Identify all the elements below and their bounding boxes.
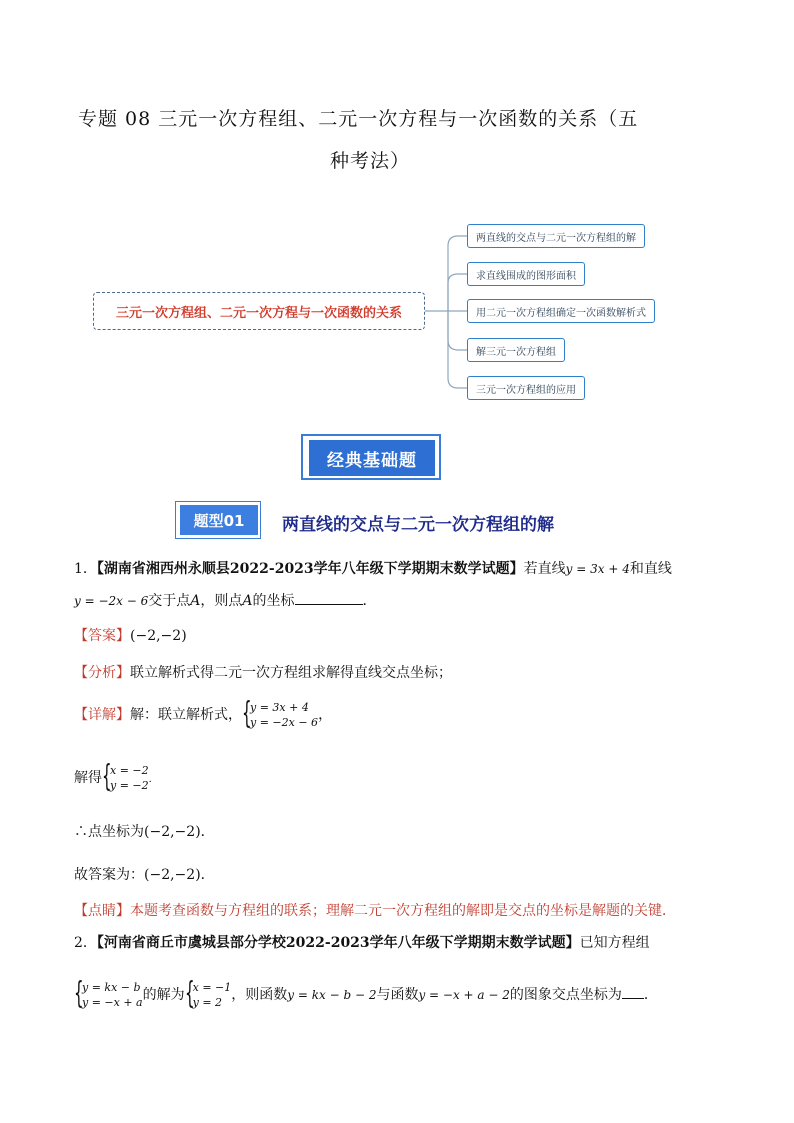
analysis-text: 联立解析式得二元一次方程组求解得直线交点坐标； (130, 665, 452, 681)
brace-icon: { (184, 976, 195, 1011)
q1-point: A (242, 593, 253, 609)
q1-solution (74, 759, 159, 794)
q2-text: 的图象交点坐标为 (509, 987, 622, 1003)
type-badge: 题型01 (180, 505, 258, 535)
q1-equation-2: y = −2x − 6 (74, 594, 149, 608)
q1-equation-1: y = 3x + 4 (565, 562, 630, 576)
q2-line2 (74, 976, 658, 1011)
brace-icon: { (102, 759, 112, 794)
q1-text: ． (200, 867, 215, 883)
analysis-tag: 【分析】 (74, 665, 130, 681)
brace-icon: { (242, 696, 252, 731)
page-title-line2: 种考法） (330, 150, 411, 172)
mindmap-center-node: 三元一次方程组、二元一次方程与一次函数的关系 (93, 292, 425, 330)
q1-text: 和直线 (629, 561, 672, 577)
answer-value: (−2,−2) (130, 628, 187, 644)
q1-equation-system (242, 696, 319, 731)
mindmap-branch-1: 两直线的交点与二元一次方程组的解 (467, 224, 645, 248)
detail-tag: 【详解】 (74, 707, 130, 723)
section-banner: 经典基础题 (309, 440, 435, 476)
page-title-line1: 专题 08 三元一次方程组、二元一次方程与一次函数的关系（五 (78, 108, 639, 130)
q1-answer (74, 627, 187, 645)
q1-line1 (74, 560, 672, 578)
q1-text: ． (148, 774, 159, 785)
q1-analysis (74, 664, 452, 682)
q1-text: ， (318, 707, 333, 723)
q1-text: ． (200, 824, 215, 840)
q1-text: ，则点 (200, 593, 243, 609)
q1-text: 若直线 (523, 561, 566, 577)
q1-line2 (74, 592, 377, 610)
q1-therefore (74, 823, 215, 841)
q2-solution-system (184, 976, 232, 1011)
type-title: 两直线的交点与二元一次方程组的解 (282, 515, 554, 535)
q1-text: 的坐标 (252, 593, 295, 609)
detail-text: 解：联立解析式， (130, 707, 242, 723)
q2-number: 2． (74, 935, 97, 951)
answer-blank (295, 604, 363, 605)
system-equation: y = −x + a (82, 996, 143, 1009)
mindmap-branch-2: 求直线围成的图形面积 (467, 262, 585, 286)
q2-function-1: y = kx − b − 2 (287, 988, 377, 1002)
q1-text: 交于点 (148, 593, 191, 609)
mindmap-branch-3: 用二元一次方程组确定一次函数解析式 (467, 299, 655, 323)
q2-line1 (74, 934, 650, 952)
comment-tag: 【点睛】 (74, 903, 130, 919)
system-equation: y = 3x + 4 (250, 701, 309, 714)
therefore-value: (−2,−2) (144, 824, 201, 840)
q2-text: 的解为 (142, 987, 185, 1003)
q1-point: A (190, 593, 201, 609)
answer-tag: 【答案】 (74, 628, 130, 644)
solve-prefix: 解得 (74, 770, 102, 786)
brace-icon: { (74, 976, 84, 1011)
system-equation: y = kx − b (82, 981, 141, 994)
q1-number: 1． (74, 561, 97, 577)
q2-equation-system (74, 976, 143, 1011)
solution-equation: y = −2 (110, 779, 149, 792)
q2-text: ． (643, 987, 658, 1003)
q2-source: 【河南省商丘市虞城县部分学校2022-2023学年八年级下学期期末数学试题】 (96, 935, 580, 951)
q2-function-2: y = −x + a − 2 (418, 988, 510, 1002)
therefore-text: ∴点坐标为 (74, 824, 144, 840)
final-text: 故答案为： (74, 867, 144, 883)
q2-text: 已知方程组 (579, 935, 650, 951)
q2-text: ，则函数 (231, 987, 288, 1003)
final-value: (−2,−2) (144, 867, 201, 883)
q1-comment (74, 902, 676, 920)
q1-detail (74, 696, 333, 731)
system-equation: y = −2x − 6 (250, 716, 319, 729)
q1-final (74, 866, 215, 884)
q1-source: 【湖南省湘西州永顺县2022-2023学年八年级下学期期末数学试题】 (96, 561, 524, 577)
q2-text: 与函数 (376, 987, 419, 1003)
solution-equation: x = −2 (110, 764, 149, 777)
answer-blank (622, 998, 644, 999)
q1-solution-system (102, 759, 149, 794)
q1-text: ． (362, 593, 377, 609)
comment-text: 本题考查函数与方程组的联系；理解二元一次方程组的解即是交点的坐标是解题的关键． (130, 903, 676, 919)
mindmap-branch-4: 解三元一次方程组 (467, 338, 565, 362)
solution-equation: y = 2 (192, 996, 223, 1009)
solution-equation: x = −1 (192, 981, 232, 994)
mindmap-branch-5: 三元一次方程组的应用 (467, 376, 585, 400)
